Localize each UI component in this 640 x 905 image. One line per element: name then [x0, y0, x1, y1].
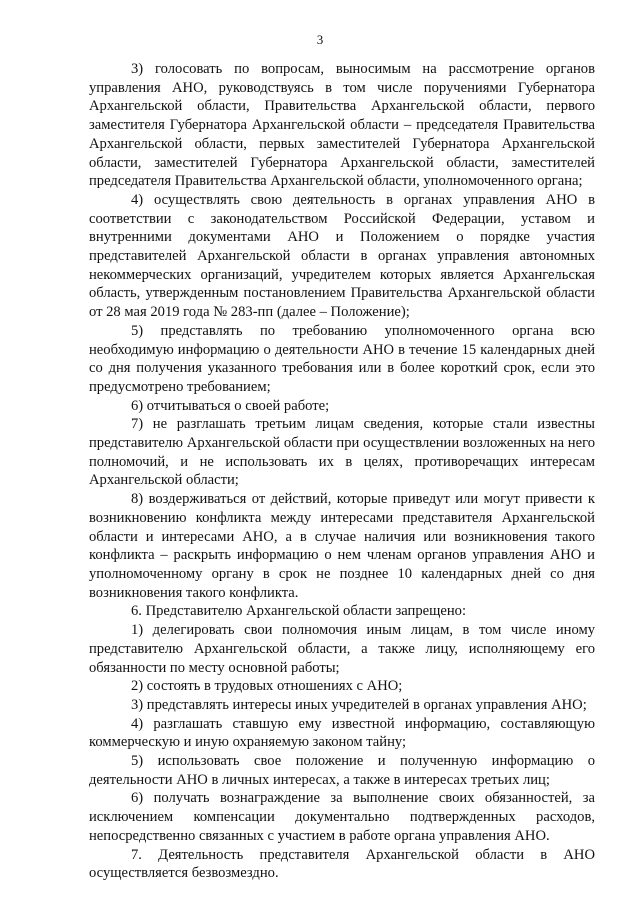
paragraph-item-7-confidentiality: 7) не разглашать третьим лицам сведения, которые стали известны представителю Архангельской области при осуществлении возложенных на него полномочий, и не использовать их в целях, противоречащих интересам Архангельской области;	[89, 416, 595, 489]
section-6-heading: 6. Представителю Архангельской области запрещено:	[131, 603, 466, 620]
paragraph-item-4-activity: 4) осуществлять свою деятельность в органах управления АНО в соответствии с законодательством Российской Федерации, уставом и внутренними документами АНО и Положением о порядке участия представителей Архангельской области в органах управления автономных некоммерческих организаций, учредителем которых является Архангельская область, утвержденным постановлением Правительства Архангельской области от 28 мая 2019 года № 283-пп (далее – Положение);	[89, 191, 595, 321]
prohibition-item-4: 4) разглашать ставшую ему известной информацию, составляющую коммерческую и иную охраняемую законом тайну;	[89, 715, 595, 751]
document-body	[89, 60, 595, 883]
prohibition-item-6: 6) получать вознаграждение за выполнение своих обязанностей, за исключением компенсации документально подтвержденных расходов, непосредственно связанных с участием в работе органа управления АНО.	[89, 790, 595, 844]
prohibition-item-3: 3) представлять интересы иных учредителей в органах управления АНО;	[131, 696, 587, 713]
prohibition-item-1: 1) делегировать свои полномочия иным лицам, в том числе иному представителю Архангельской области, а также лицу, исполняющему его обязанности по месту основной работы;	[89, 622, 595, 676]
paragraph-item-8-conflict: 8) воздерживаться от действий, которые приведут или могут привести к возникновению конфликта между интересами представителя Архангельской области и интересами АНО, а в случае наличия или возникновения такого конфликта – раскрыть информацию о нем членам органов управления АНО и уполномоченному органу в срок не позднее 10 календарных дней со дня возникновения такого конфликта.	[89, 491, 595, 601]
paragraph-item-6-report: 6) отчитываться о своей работе;	[131, 397, 330, 414]
page-number: 3	[316, 32, 324, 47]
paragraph-item-3-voting: 3) голосовать по вопросам, выносимым на рассмотрение органов управления АНО, руководствуясь в том числе поручениями Губернатора Архангельской области, Правительства Архангельской области, первого заместителя Губернатора Архангельской области – председателя Правительства Архангельской области, первых заместителей Губернатора Архангельской области, заместителей Губернатора Архангельской области, заместителей председателя Правительства Архангельской области, уполномоченного органа;	[89, 61, 595, 190]
prohibition-item-2: 2) состоять в трудовых отношениях с АНО;	[131, 678, 403, 695]
paragraph-item-5-information: 5) представлять по требованию уполномоченного органа всю необходимую информацию о деятельности АНО в течение 15 календарных дней со дня получения указанного требования или в более короткий срок, если это предусмотрено требованием;	[89, 322, 595, 395]
prohibition-item-5: 5) использовать свое положение и полученную информацию о деятельности АНО в личных интересах, а также в интересах третьих лиц;	[89, 753, 595, 788]
section-7-paragraph: 7. Деятельность представителя Архангельской области в АНО осуществляется безвозмездно.	[89, 846, 595, 882]
